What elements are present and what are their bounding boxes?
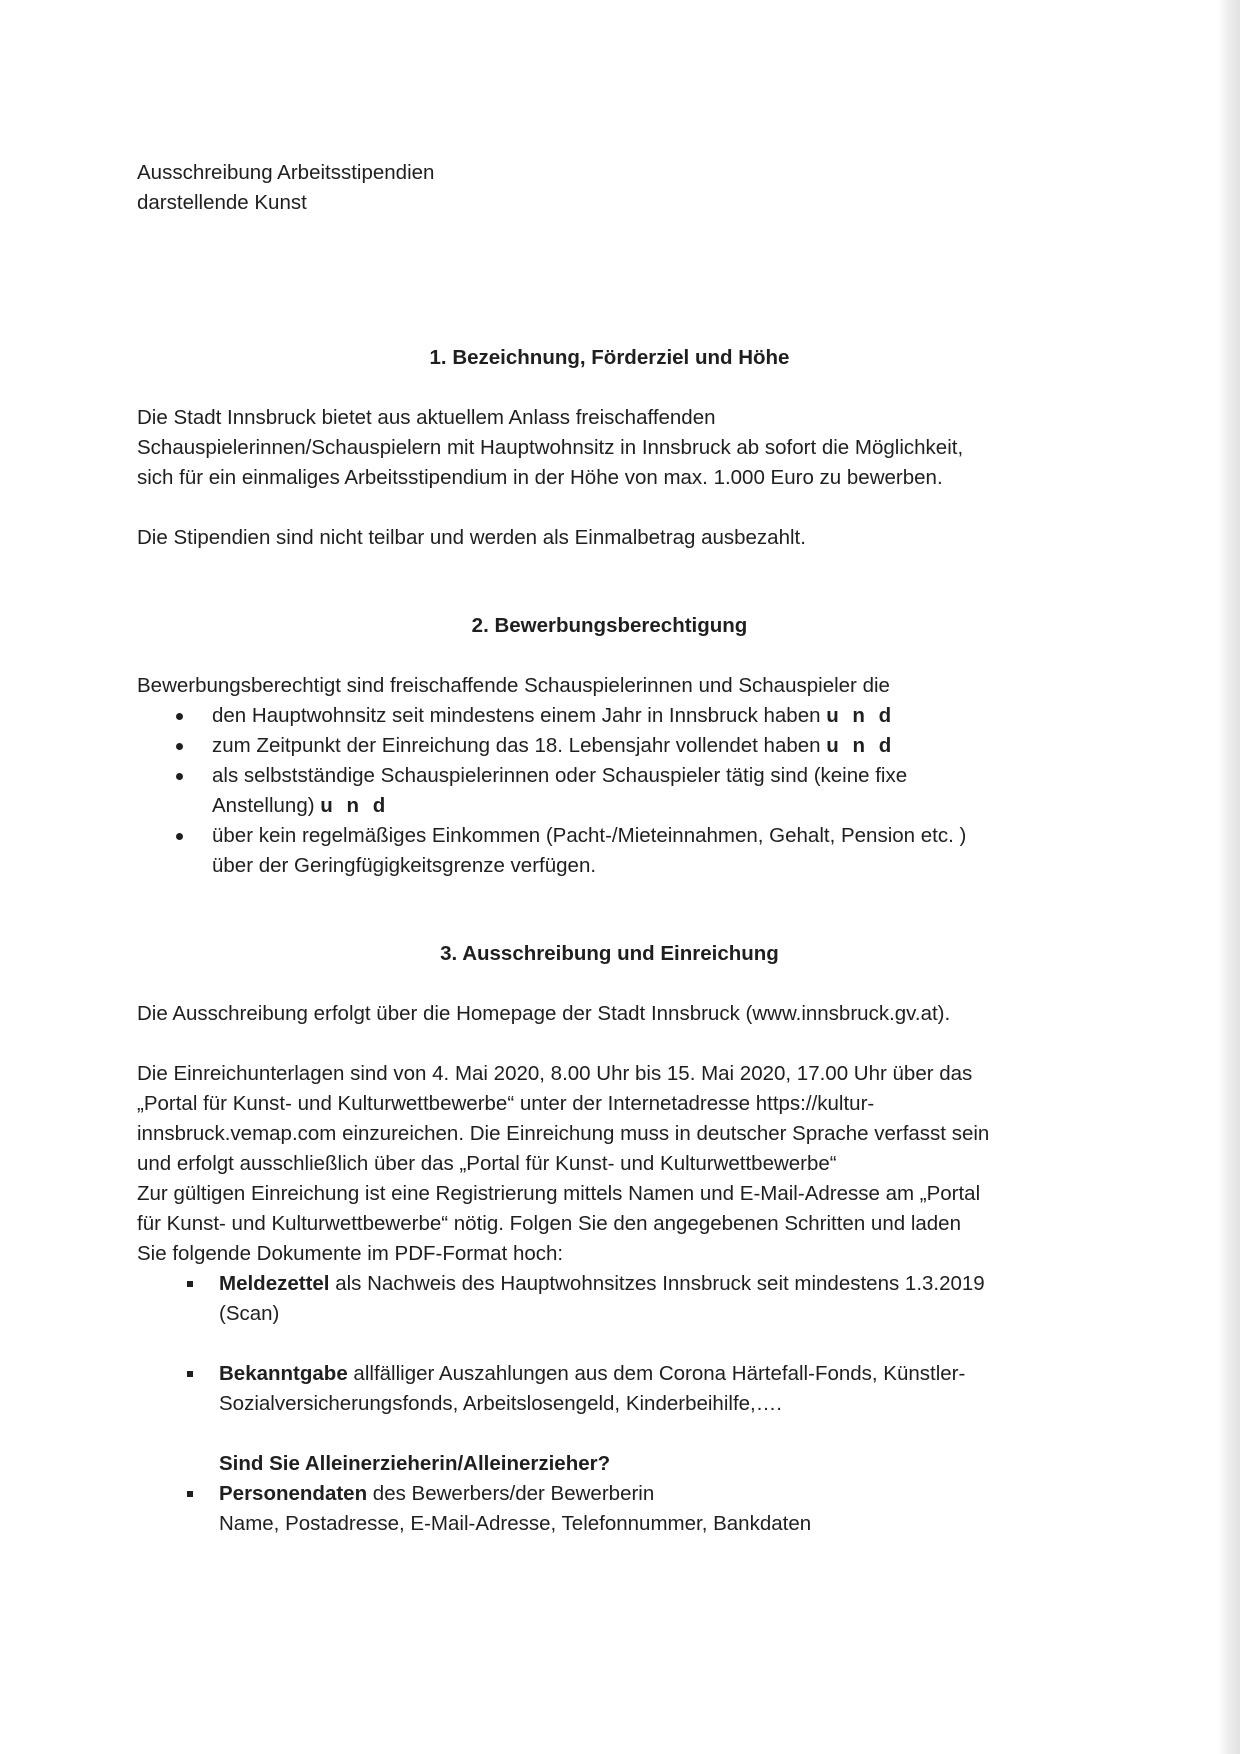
header-line-1: Ausschreibung Arbeitsstipendien xyxy=(137,161,435,184)
section-3-paragraph-2 xyxy=(137,1059,1082,1269)
text-line: sich für ein einmaliges Arbeitsstipendium in der Höhe von max. 1.000 Euro zu bewerben. xyxy=(137,466,943,489)
text-line: Sie folgende Dokumente im PDF-Format hoch: xyxy=(137,1242,564,1265)
text-line: Zur gültigen Einreichung ist eine Registrierung mittels Namen und E-Mail-Adresse am „Portal xyxy=(137,1182,981,1205)
section-1-paragraph-1 xyxy=(137,403,1082,493)
section-2-title: 2. Bewerbungsberechtigung xyxy=(471,614,748,637)
document-item-personendaten: Personendaten des Bewerbers/der Bewerberin Name, Postadresse, E-Mail-Adresse, Telefonnummer, Bankdaten xyxy=(137,1479,1082,1539)
required-documents-list xyxy=(137,1269,1082,1419)
text-line: innsbruck.vemap.com einzureichen. Die Einreichung muss in deutscher Sprache verfasst sein xyxy=(137,1122,990,1145)
text-line: Schauspielerinnen/Schauspielern mit Hauptwohnsitz in Innsbruck ab sofort die Möglichkeit, xyxy=(137,436,964,459)
section-1-title: 1. Bezeichnung, Förderziel und Höhe xyxy=(429,346,790,369)
text-line: für Kunst- und Kulturwettbewerbe“ nötig. Folgen Sie den angegebenen Schritten und laden xyxy=(137,1212,961,1235)
eligibility-item: als selbstständige Schauspielerinnen oder Schauspieler tätig sind (keine fixe Anstellung) u n d xyxy=(137,761,1082,821)
document-item-bekanntgabe: Bekanntgabe allfälliger Auszahlungen aus dem Corona Härtefall-Fonds, Künstler- Sozialversicherungsfonds, Arbeitslosengeld, Kinderbeihilfe,…. xyxy=(137,1359,1082,1419)
header-line-2: darstellende Kunst xyxy=(137,191,307,214)
eligibility-list xyxy=(137,701,1082,881)
text-line: und erfolgt ausschließlich über das „Portal für Kunst- und Kulturwettbewerbe“ xyxy=(137,1152,837,1175)
document-item-meldezettel: Meldezettel als Nachweis des Hauptwohnsitzes Innsbruck seit mindestens 1.3.2019 (Scan) xyxy=(137,1269,1082,1329)
conjunction-und: u n d xyxy=(826,734,896,757)
conjunction-und: u n d xyxy=(826,704,896,727)
conjunction-und: u n d xyxy=(320,794,390,817)
text-line: Die Einreichunterlagen sind von 4. Mai 2020, 8.00 Uhr bis 15. Mai 2020, 17.00 Uhr über das xyxy=(137,1062,973,1085)
text-line: „Portal für Kunst- und Kulturwettbewerbe“ unter der Internetadresse https://kultur- xyxy=(137,1092,875,1115)
document-body xyxy=(137,158,1082,1539)
required-documents-list-continued xyxy=(137,1479,1082,1539)
document-header xyxy=(137,158,1082,218)
eligibility-item: über kein regelmäßiges Einkommen (Pacht-/Mieteinnahmen, Gehalt, Pension etc. ) über der Geringfügigkeitsgrenze verfügen. xyxy=(137,821,1082,881)
single-parent-question: Sind Sie Alleinerzieherin/Alleinerzieher? xyxy=(219,1452,611,1475)
eligibility-item: zum Zeitpunkt der Einreichung das 18. Lebensjahr vollendet haben u n d xyxy=(137,731,1082,761)
section-3-title: 3. Ausschreibung und Einreichung xyxy=(440,942,779,965)
section-3-paragraph-1: Die Ausschreibung erfolgt über die Homepage der Stadt Innsbruck (www.innsbruck.gv.at). xyxy=(137,1002,951,1025)
section-1-paragraph-2: Die Stipendien sind nicht teilbar und werden als Einmalbetrag ausbezahlt. xyxy=(137,526,806,549)
page-edge-shadow xyxy=(1218,0,1240,1754)
eligibility-item: den Hauptwohnsitz seit mindestens einem Jahr in Innsbruck haben u n d xyxy=(137,701,1082,731)
text-line: Die Stadt Innsbruck bietet aus aktuellem Anlass freischaffenden xyxy=(137,406,716,429)
section-2-intro: Bewerbungsberechtigt sind freischaffende Schauspielerinnen und Schauspieler die xyxy=(137,674,890,697)
